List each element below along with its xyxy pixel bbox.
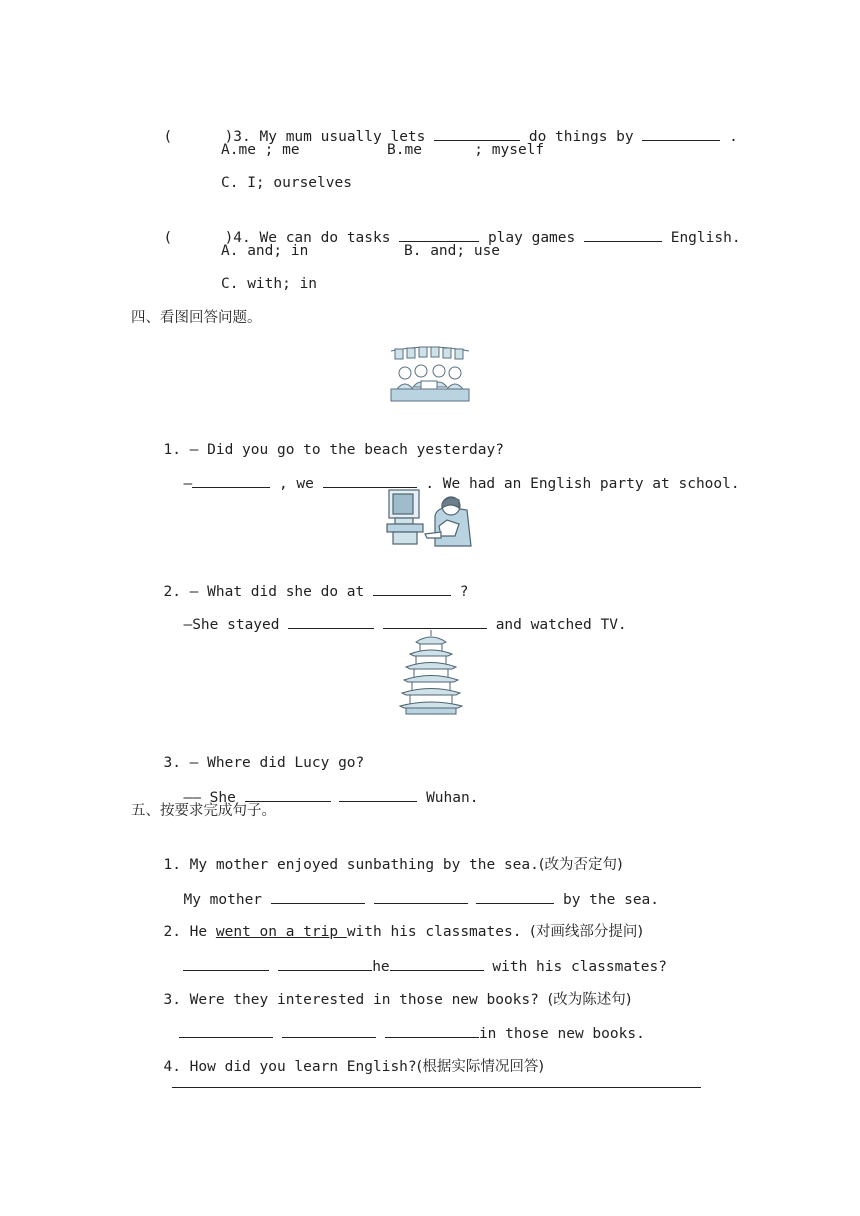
s4-q3-question: 3. — Where did Lucy go? <box>163 755 365 771</box>
q4-option-c: C. with; in <box>221 276 318 292</box>
s5-q2-sentence: 2. He went on a trip with his classmates. (对画线部分提问) <box>163 924 643 940</box>
q4-option-a: A. and; in <box>221 243 309 259</box>
blank[interactable] <box>179 1023 273 1038</box>
blank[interactable] <box>399 227 479 242</box>
blank[interactable] <box>642 126 720 141</box>
blank[interactable] <box>183 956 269 971</box>
blank[interactable] <box>385 1023 479 1038</box>
blank[interactable] <box>390 956 484 971</box>
answer-paren[interactable]: ( )4. <box>163 230 251 246</box>
blank[interactable] <box>245 787 331 802</box>
q3-option-a: A.me ; me <box>221 142 300 158</box>
s5-q4-sentence: 4. How did you learn English?(根据实际情况回答) <box>163 1059 544 1075</box>
blank[interactable] <box>278 956 372 971</box>
s5-q3-sentence: 3. Were they interested in those new books? (改为陈述句) <box>163 992 632 1008</box>
section5-heading: 五、按要求完成句子。 <box>131 803 276 819</box>
s5-q1-sentence: 1. My mother enjoyed sunbathing by the sea.(改为否定句) <box>163 857 623 873</box>
blank[interactable] <box>383 614 487 629</box>
s4-q2-question: 2. — What did she do at ? <box>146 561 468 602</box>
section4-heading: 四、看图回答问题。 <box>131 310 262 326</box>
blank[interactable] <box>282 1023 376 1038</box>
blank[interactable] <box>584 227 662 242</box>
blank[interactable] <box>288 614 374 629</box>
blank[interactable] <box>434 126 520 141</box>
s4-q3-answer: —— She Wuhan. <box>166 767 478 808</box>
underlined-phrase: went on a trip <box>215 924 347 940</box>
s5-q3-answer: in those new books. <box>162 1003 645 1044</box>
blank[interactable] <box>339 787 417 802</box>
s4-q1-question: 1. — Did you go to the beach yesterday? <box>163 442 504 458</box>
s5-q2-answer: he with his classmates? <box>166 936 667 977</box>
tv-watching-illustration <box>385 486 475 548</box>
s4-q2-answer: —She stayed and watched TV. <box>166 594 627 635</box>
s5-q1-answer: My mother by the sea. <box>166 869 659 910</box>
s4-q1-answer: — , we . We had an English party at school. <box>166 453 740 494</box>
party-illustration <box>385 343 475 405</box>
q3-line: ( )3. My mum usually lets do things by . <box>146 106 738 147</box>
q4-option-b: B. and; use <box>404 243 501 259</box>
q3-option-b: B.me ; myself <box>387 142 545 158</box>
q4-line: ( )4. We can do tasks play games English. <box>146 207 741 248</box>
s5-q4-answer-line[interactable] <box>172 1087 701 1088</box>
answer-paren[interactable]: ( )3. <box>163 129 251 145</box>
blank[interactable] <box>192 473 270 488</box>
q3-option-c: C. I; ourselves <box>221 175 352 191</box>
pagoda-illustration <box>398 628 464 716</box>
